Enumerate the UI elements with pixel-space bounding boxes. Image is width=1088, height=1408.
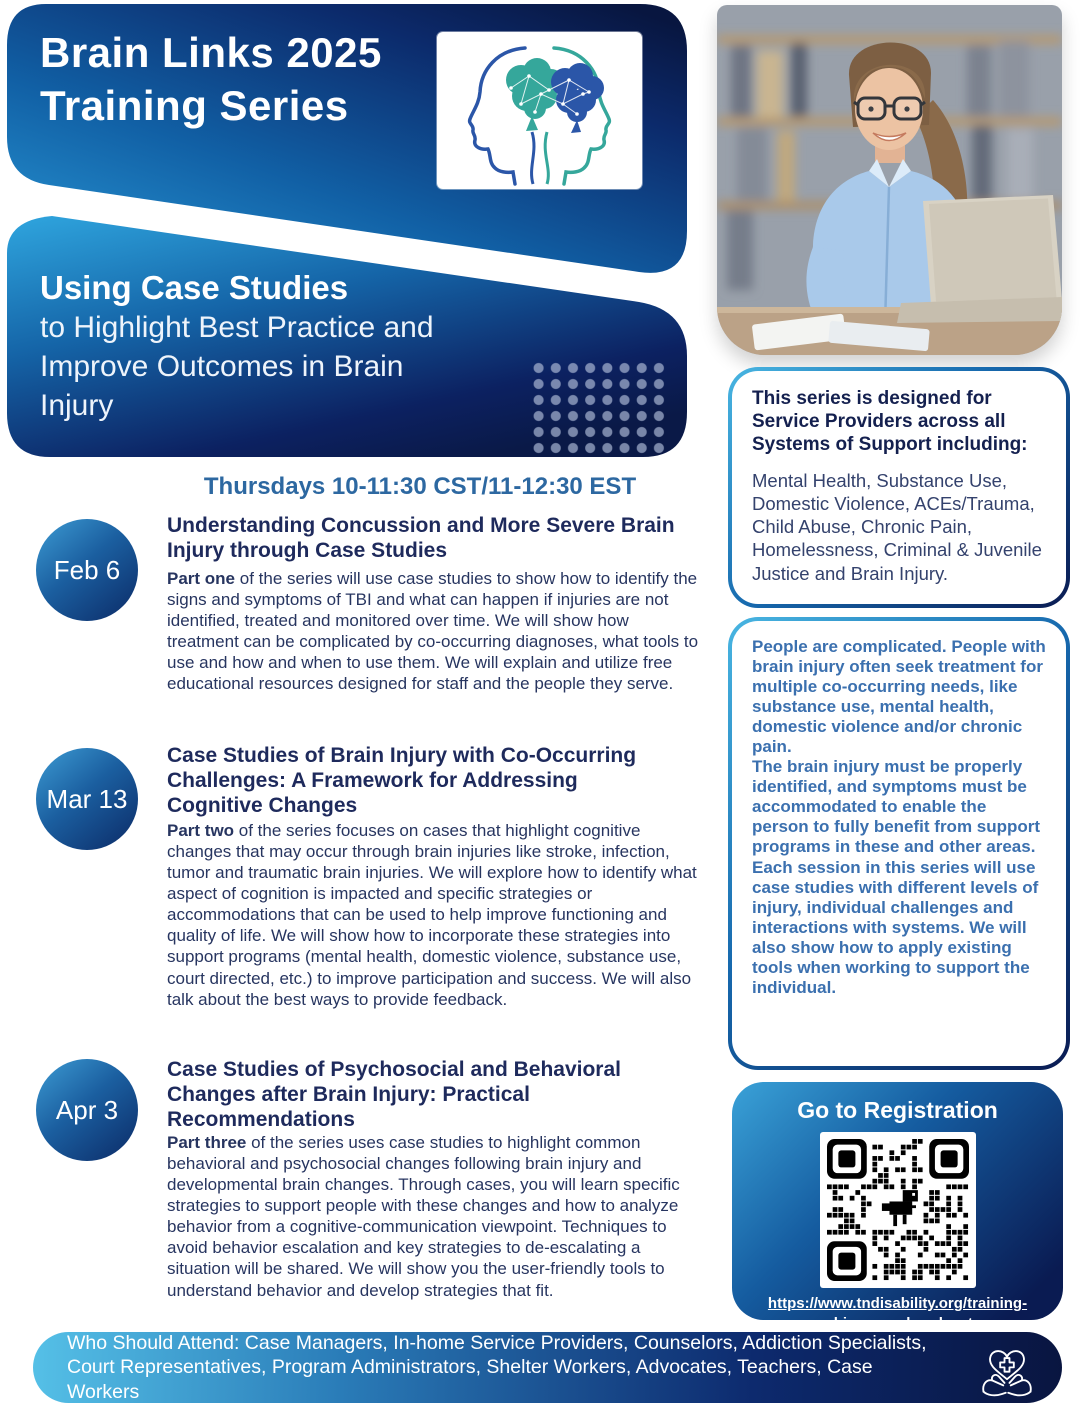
session-date-badge <box>36 519 138 621</box>
series-description-box <box>728 617 1070 1070</box>
session-date: Mar 13 <box>46 783 128 814</box>
session-body-text: of the series will use case studies to show how to identify the signs and symptoms of TBI and what can happen if injuries are not identified, treated and monitored over time. We will show how treatment can be complicated by co-occurring diagnoses, what tools to use and how and when to use them. We will explain and utilize free educational resources designed for staff and the people they serve. <box>167 569 699 694</box>
session-date: Apr 3 <box>55 1094 119 1125</box>
session-description <box>167 820 699 1010</box>
dot-grid-decoration <box>530 360 670 456</box>
audience-heading: This series is designed for Service Providers across all Systems of Support including: <box>752 388 1028 456</box>
session-body-text: of the series focuses on cases that highlight cognitive changes that may occur through brain injuries like stroke, infection, tumor and traumatic brain injuries. We will explore how to identify what aspect of cognition is impacted and specific strategies or accommodations that can be used to help improve functioning and quality of life. We will show how to incorporate these strategies into support programs (mental health, domestic violence, substance use, court directed, etc.) to improve participation and success. We will also talk about the best ways to provide feedback. <box>167 821 697 1009</box>
audience-box <box>728 367 1070 608</box>
footer-banner <box>33 1332 1062 1403</box>
session-part-label: Part three <box>167 1133 247 1152</box>
session-date-badge <box>36 1059 138 1161</box>
schedule-heading: Thursdays 10-11:30 CST/11-12:30 EST <box>203 473 637 500</box>
session-description <box>167 1132 699 1301</box>
qr-code <box>827 1139 969 1281</box>
two-heads-brain-icon <box>437 32 642 189</box>
session-body-text: of the series uses case studies to highlight common behavioral and psychosocial changes following brain injury and developmental brain changes. Through cases, you will learn specific strategies to support people with these changes and how to analyze behavior from a cognitive-communication viewpoint. Techniques to avoid behavior escalation and key strategies to de-escalating a situation will be shared. We will show you the user-friendly tools to understand behavior and develop strategies that fit. <box>167 1133 680 1300</box>
banner-title <box>40 268 440 425</box>
session-title: Case Studies of Psychosocial and Behavioral Changes after Brain Injury: Practical Recommendations <box>167 1058 621 1132</box>
page-title <box>40 26 382 133</box>
banner-title-line1: Using Case Studies <box>40 269 349 306</box>
session-part-label: Part one <box>167 569 236 588</box>
brain-links-logo <box>437 32 642 189</box>
session-part-label: Part two <box>167 821 235 840</box>
session-description <box>167 568 699 694</box>
session-title: Case Studies of Brain Injury with Co-Occurring Challenges: A Framework for Addressing Cognitive Changes <box>167 744 637 818</box>
session-date: Feb 6 <box>53 554 121 585</box>
audience-body: Mental Health, Substance Use, Domestic Violence, ACEs/Trauma, Child Abuse, Chronic Pain, Homelessness, Criminal & Juvenile Justice and Brain Injury. <box>752 469 1042 584</box>
speaker-photo <box>717 5 1062 355</box>
series-description-para1: People are complicated. People with brain injury often seek treatment for multiple co-occurring needs, like substance use, mental health, domestic violence and/or chronic pain. <box>752 637 1046 757</box>
series-description-para3: Each session in this series will use case studies with different levels of injury, individual challenges and interactions with systems. We will also show how to apply existing tools when working to support the individual. <box>752 857 1039 997</box>
page-title-line2: Training Series <box>40 82 349 130</box>
session-title: Understanding Concussion and More Severe Brain Injury through Case Studies <box>167 514 675 563</box>
registration-heading: Go to Registration <box>797 1097 998 1123</box>
page-title-line1: Brain Links 2025 <box>40 29 382 76</box>
registration-box <box>732 1082 1063 1332</box>
session-date-badge <box>36 748 138 850</box>
hands-holding-heart-icon <box>976 1337 1038 1399</box>
qr-code-frame <box>820 1132 976 1288</box>
registration-link[interactable]: https://www.tndisability.org/training-webinars-and-podcasts <box>767 1295 1028 1332</box>
series-description-para2: The brain injury must be properly identified, and symptoms must be accommodated to enable the person to fully benefit from support programs in these and other areas. <box>752 757 1041 857</box>
who-should-attend-text: Who Should Attend: Case Managers, In-home Service Providers, Counselors, Addiction Specialists, Court Representatives, Program Administrators, Shelter Workers, Advocates, Teachers, Case Workers <box>67 1331 927 1403</box>
banner-title-rest: to Highlight Best Practice and Improve Outcomes in Brain Injury <box>40 310 434 422</box>
